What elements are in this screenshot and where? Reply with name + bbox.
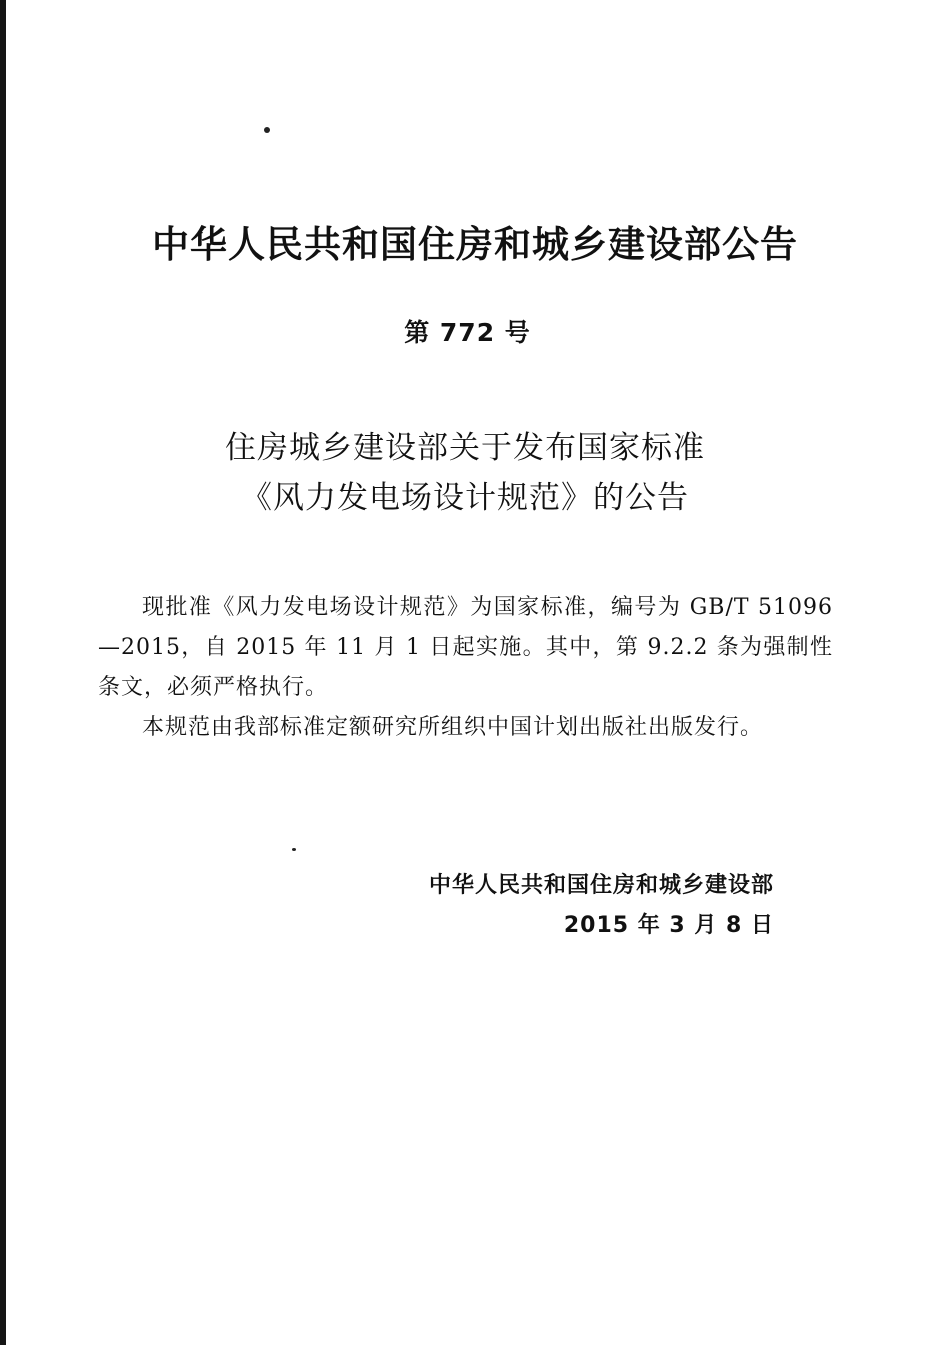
- subtitle-line-2: 《风力发电场设计规范》的公告: [241, 480, 689, 516]
- signature-block: [360, 866, 774, 946]
- issue-date: 2015 年 3 月 8 日: [563, 913, 774, 938]
- subtitle-line-1: 住房城乡建设部关于发布国家标准: [225, 430, 705, 466]
- body-paragraph-1: 现批准《风力发电场设计规范》为国家标准，编号为 GB/T 51096—2015，自 2015 年 11 月 1 日起实施。其中，第 9.2.2 条为强制性条文，必须严格执行。: [98, 595, 833, 700]
- scan-speck: [292, 848, 296, 851]
- scan-left-edge: [0, 0, 6, 1345]
- body-paragraph-2: 本规范由我部标准定额研究所组织中国计划出版社出版发行。: [142, 715, 764, 740]
- issuer-name: 中华人民共和国住房和城乡建设部: [428, 873, 774, 898]
- scan-speck: [264, 127, 270, 133]
- announcement-subtitle: [0, 423, 930, 523]
- announcement-title: 中华人民共和国住房和城乡建设部公告: [152, 223, 798, 266]
- announcement-number: 第 772 号: [404, 318, 531, 347]
- announcement-body: [98, 588, 833, 748]
